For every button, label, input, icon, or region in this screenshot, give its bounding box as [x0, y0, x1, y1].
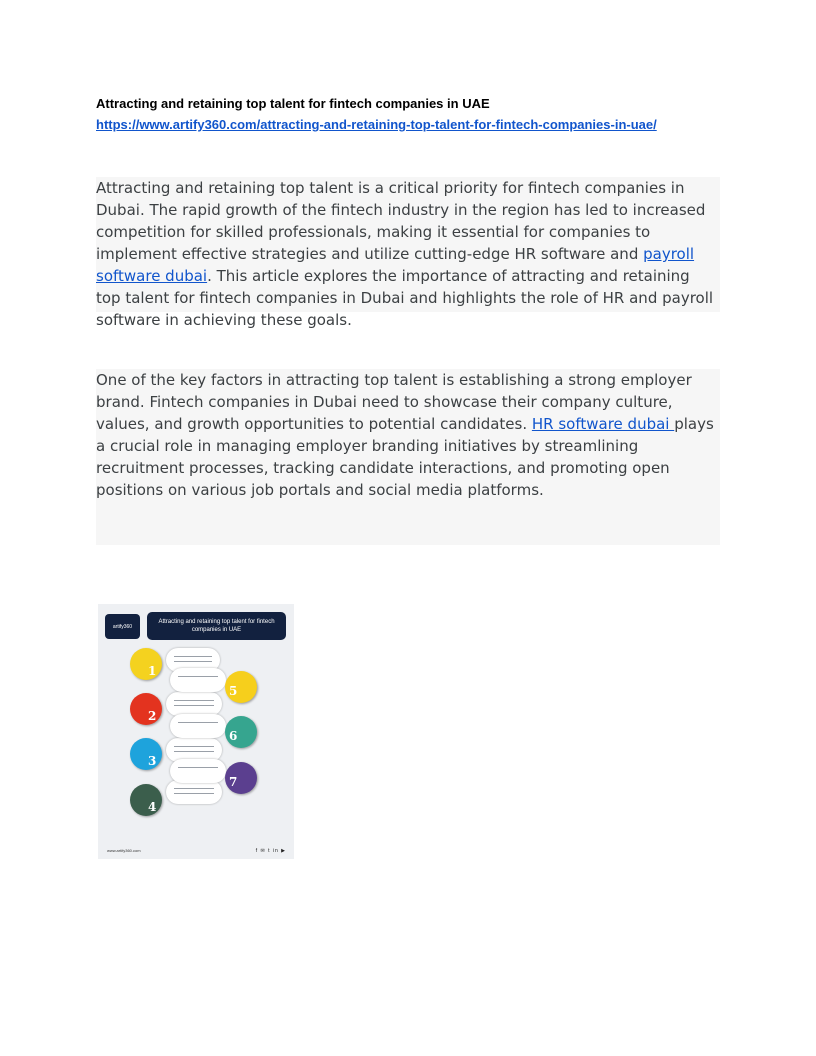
social-icons: f ✉ t in ▶	[255, 848, 286, 854]
infographic-image	[98, 604, 294, 859]
brand-text-before: One of the key factors in attracting top talent is establishing a strong employer brand. Fintech companies in Dubai need to showcase their company culture, values, and growth opportunities to potential candidates.	[96, 371, 692, 433]
article-url-link[interactable]: https://www.artify360.com/attracting-and-retaining-top-talent-for-fintech-companies-in-uae/	[96, 117, 657, 132]
intro-paragraph	[96, 177, 720, 329]
step-4-bubble	[166, 780, 222, 804]
document-title: Attracting and retaining top talent for fintech companies in UAE	[96, 96, 490, 111]
step-2-text-line	[174, 700, 214, 701]
step-3-number: 3	[148, 754, 157, 768]
brand-text-after: plays a crucial role in managing employer branding initiatives by streamlining recruitment processes, tracking candidate interactions, and promoting open positions on various job portals and social media platforms.	[96, 415, 714, 499]
step-4-number: 4	[148, 800, 157, 814]
step-7-number: 7	[229, 775, 238, 789]
step-2-bubble	[166, 692, 222, 716]
step-1-text-line	[174, 661, 212, 662]
step-3-text-line	[174, 746, 214, 747]
step-2-circle	[130, 693, 162, 725]
step-5-text-line	[178, 676, 218, 677]
step-5-number: 5	[229, 684, 238, 698]
payroll-software-link[interactable]: payroll software dubai	[96, 245, 695, 285]
infographic-footer-url: www.artify360.com	[107, 848, 141, 853]
step-7-text-line	[178, 767, 218, 768]
step-6-text-line	[178, 722, 218, 723]
step-2-number: 2	[148, 709, 157, 723]
hr-software-link[interactable]: HR software dubai	[531, 415, 675, 433]
step-4-text-line	[174, 788, 214, 789]
step-4-circle	[130, 784, 162, 816]
step-5-bubble	[170, 668, 226, 692]
step-4-text-line	[174, 793, 214, 794]
intro-text-after: . This article explores the importance of attracting and retaining top talent for fintech companies in Dubai and highlights the role of HR and payroll software in achieving these goals.	[96, 267, 714, 329]
employer-brand-paragraph	[96, 369, 720, 545]
step-6-number: 6	[229, 729, 238, 743]
step-6-bubble	[170, 714, 226, 738]
step-1-text-line	[174, 656, 212, 657]
infographic-header: Attracting and retaining top talent for fintech companies in UAE	[147, 612, 286, 640]
step-3-text-line	[174, 751, 214, 752]
intro-text-before: Attracting and retaining top talent is a critical priority for fintech companies in Dubai. The rapid growth of the fintech industry in the region has led to increased competition for skilled professionals, making it essential for companies to implement effective strategies and utilize cutting-edge HR software and	[96, 179, 706, 263]
step-1-number: 1	[148, 664, 157, 678]
step-3-circle	[130, 738, 162, 770]
step-7-bubble	[170, 759, 226, 783]
step-1-circle	[130, 648, 162, 680]
infographic-logo: artify360	[105, 614, 140, 639]
step-2-text-line	[174, 705, 214, 706]
